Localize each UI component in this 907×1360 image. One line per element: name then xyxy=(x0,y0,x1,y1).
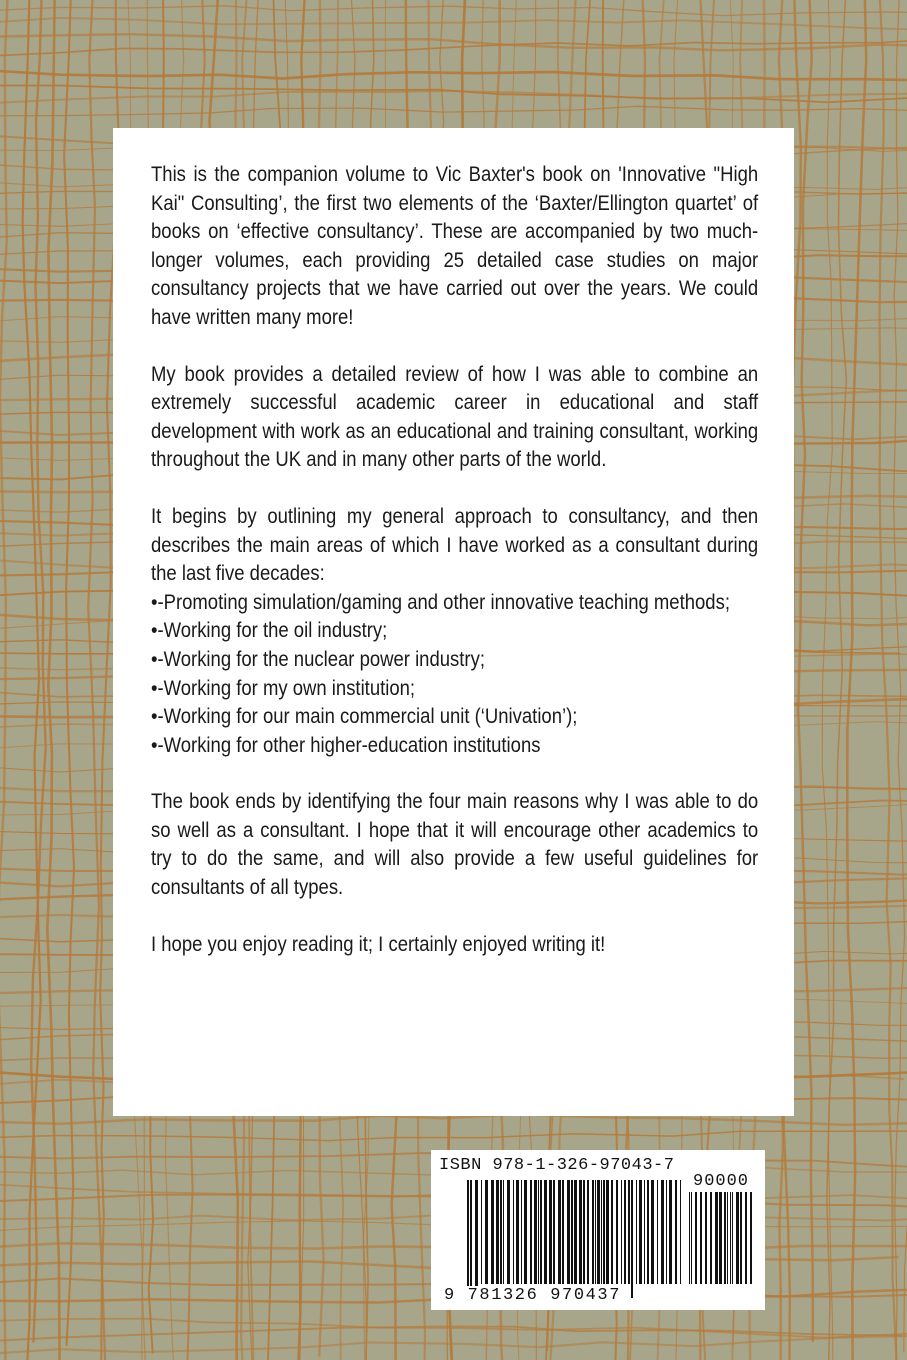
barcode-bar xyxy=(736,1192,739,1284)
barcode-bar xyxy=(611,1180,613,1284)
barcode-bar xyxy=(740,1192,742,1284)
barcode-bar xyxy=(592,1180,594,1284)
weave-line xyxy=(894,0,905,1360)
barcode-bar xyxy=(549,1180,552,1284)
barcode-bar xyxy=(574,1180,577,1284)
barcode-bar xyxy=(603,1180,605,1284)
barcode-bar xyxy=(715,1192,718,1284)
barcode-bar xyxy=(628,1180,630,1284)
weave-line xyxy=(0,1334,907,1354)
barcode-bar xyxy=(567,1180,570,1284)
barcode-bar xyxy=(644,1180,645,1284)
weave-line xyxy=(0,91,907,103)
weave-line xyxy=(0,86,907,103)
isbn-label: ISBN 978-1-326-97043-7 xyxy=(439,1156,675,1175)
weave-line xyxy=(0,18,907,31)
barcode-bar xyxy=(475,1180,478,1298)
barcode-bar xyxy=(496,1180,499,1284)
blurb-paragraph-4: The book ends by identifying the four main reasons why I was able to do so well as a consultant. I hope that it will encourage other academics to try to do the same, and will also provide a few useful guidelines for consultants of all types. xyxy=(151,789,759,900)
barcode-bar xyxy=(700,1192,702,1284)
price-code: 90000 xyxy=(693,1172,750,1191)
barcode-bar xyxy=(745,1192,747,1284)
blurb-paragraph-5: I hope you enjoy reading it; I certainly enjoyed writing it! xyxy=(151,931,606,956)
barcode-bar xyxy=(583,1180,585,1284)
barcode-bar xyxy=(544,1180,547,1284)
barcode-bar xyxy=(601,1180,602,1284)
barcode-bar xyxy=(491,1180,494,1284)
barcode-bar xyxy=(680,1180,681,1284)
barcode-bar xyxy=(710,1192,712,1284)
barcode-bar xyxy=(530,1180,532,1284)
barcode-bar xyxy=(524,1180,527,1284)
consultancy-areas-list xyxy=(151,588,756,760)
barcode-bar xyxy=(500,1180,502,1284)
barcode-bar xyxy=(651,1180,654,1284)
barcode-bar xyxy=(481,1180,482,1284)
list-item: •-Working for our main commercial unit (‘Univation’); xyxy=(151,704,578,729)
barcode-bar xyxy=(579,1180,582,1284)
barcode-bar xyxy=(636,1180,637,1284)
barcode-bar xyxy=(732,1192,733,1284)
barcode-bar xyxy=(507,1180,510,1284)
barcode-bar xyxy=(558,1180,561,1284)
barcode-bar xyxy=(730,1192,731,1284)
list-item: •-Working for the oil industry; xyxy=(151,618,388,643)
barcode-bar xyxy=(695,1192,697,1284)
barcode-bar xyxy=(534,1180,537,1284)
barcode-bar xyxy=(705,1192,707,1284)
barcode-bar xyxy=(657,1180,658,1284)
barcode-bar xyxy=(616,1180,618,1284)
barcode-bar xyxy=(503,1180,504,1284)
weave-line xyxy=(0,70,907,81)
isbn-barcode xyxy=(431,1150,765,1310)
list-item: •-Working for my own institution; xyxy=(151,675,416,700)
weave-line xyxy=(847,0,866,1360)
weave-line xyxy=(47,0,59,1360)
barcode-bar xyxy=(540,1180,542,1284)
list-item: •-Working for the nuclear power industry; xyxy=(151,646,485,671)
barcode-bar xyxy=(606,1180,609,1284)
barcode-bar xyxy=(624,1180,626,1284)
barcode-bar xyxy=(595,1180,596,1284)
barcode-bar xyxy=(666,1180,667,1284)
barcode-bar xyxy=(516,1180,519,1284)
barcode-bar xyxy=(553,1180,555,1284)
weave-line xyxy=(88,0,106,1360)
barcode-bar xyxy=(571,1180,573,1284)
blurb-paragraph-1: This is the companion volume to Vic Baxter's book on 'Innovative "High Kai" Consulting’, the first two elements of the ‘Baxter/Ellington quartet’ of books on ‘effective consultancy’. These are accompanied by two much-longer volumes, each providing 25 detailed case studies on major consultancy projects that we have carried out over the years. We could have written many more! xyxy=(151,162,759,329)
barcode-bar xyxy=(724,1192,726,1284)
barcode-bar xyxy=(485,1180,488,1284)
barcode-bar xyxy=(467,1180,469,1298)
list-item: •-Promoting simulation/gaming and other innovative teaching methods; xyxy=(151,589,730,614)
barcode-bar xyxy=(647,1180,649,1284)
ean13-bars xyxy=(467,1180,685,1298)
barcode-bar xyxy=(538,1180,539,1284)
barcode-bar xyxy=(675,1180,677,1284)
barcode-bar xyxy=(587,1180,589,1284)
barcode-bar xyxy=(562,1180,564,1284)
weave-line xyxy=(827,0,847,1360)
barcode-bar xyxy=(521,1180,522,1284)
barcode-bar xyxy=(597,1180,600,1284)
barcode-bar xyxy=(661,1180,664,1284)
weave-line xyxy=(0,6,907,16)
barcode-bar xyxy=(621,1180,622,1284)
barcode-bar xyxy=(750,1192,752,1284)
price-addon-bars xyxy=(689,1192,753,1298)
barcode-bar xyxy=(631,1180,633,1298)
barcode-bar xyxy=(639,1180,642,1284)
barcode-bar xyxy=(470,1180,472,1298)
barcode-bar xyxy=(719,1192,722,1284)
barcode-digits: 9 781326 970437 xyxy=(444,1286,622,1305)
barcode-bar xyxy=(669,1180,672,1284)
barcode-bar xyxy=(689,1192,690,1284)
weave-line xyxy=(64,0,74,1346)
blurb-paragraph-2: My book provides a detailed review of how I was able to combine an extremely successful academic career in educational and staff development with work as an educational and training consultant, working throughout the UK and in many other parts of the world. xyxy=(151,361,759,472)
barcode-bar xyxy=(691,1192,692,1284)
blurb-paragraph-3: It begins by outlining my general approach to consultancy, and then describes the main areas of which I have worked as a consultant during the last five decades: xyxy=(151,503,759,586)
weave-line xyxy=(0,106,907,116)
description-panel xyxy=(113,128,794,1116)
barcode-bar xyxy=(513,1180,514,1284)
barcode-bar xyxy=(727,1192,728,1284)
list-item: •-Working for other higher-education institutions xyxy=(151,732,541,757)
